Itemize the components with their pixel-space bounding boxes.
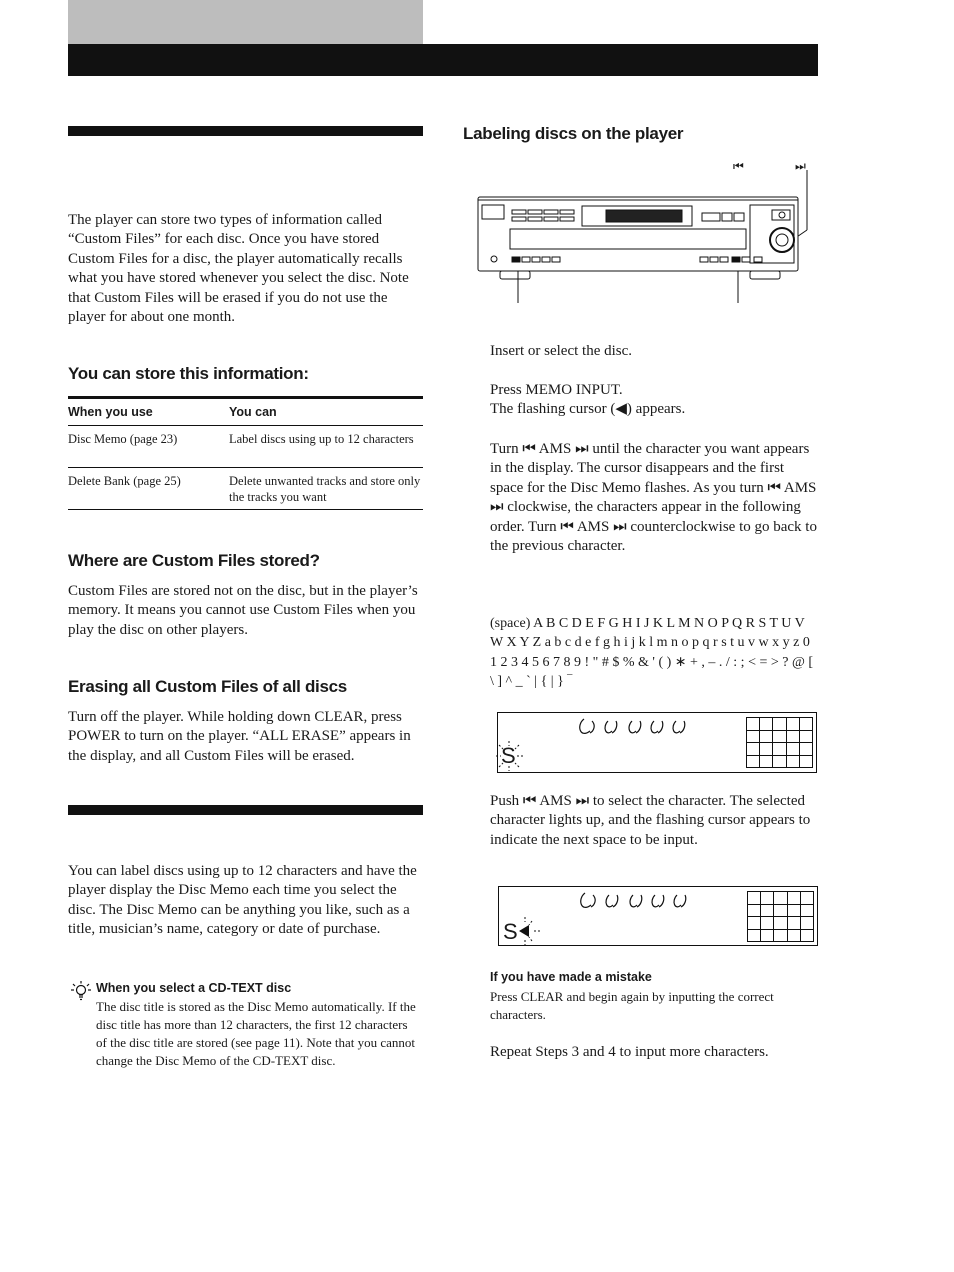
mistake-title: If you have made a mistake <box>490 970 652 984</box>
disc-indicator-icons <box>578 717 688 739</box>
table-row <box>68 426 423 467</box>
erasing-heading: Erasing all Custom Files of all discs <box>68 677 347 696</box>
step-3-text: Turn ⏮ AMS ⏭ until the character you want appears in the display. The cursor disappears and the first space for the Disc Memo flashes. As you turn ⏮ AMS ⏭ clockwise, the characters appear in the following order. Turn ⏮ AMS ⏭ counterclockwise to go back to the previous character. <box>490 441 817 555</box>
section-rule-disc-memo <box>68 805 423 815</box>
table-header-cell: When you use <box>68 405 153 419</box>
table-header-row <box>68 399 423 425</box>
step-1-text: Insert or select the disc. <box>490 343 633 359</box>
tip-text: The disc title is stored as the Disc Memo automatically. If the disc title has more than 12 characters, the first 12 characters of the disc title are stored (see page 11). Note that you cannot change the Disc Memo of the CD-TEXT disc. <box>96 999 416 1068</box>
erasing-paragraph: Turn off the player. While holding down CLEAR, press POWER to turn on the player. “ALL ERASE” appears in the display, and all Custom Files will be erased. <box>68 709 411 764</box>
display-panel-1 <box>497 712 817 773</box>
labeling-heading: Labeling discs on the player <box>463 124 684 143</box>
table-row <box>68 468 423 509</box>
tip-title: When you select a CD-TEXT disc <box>96 981 292 995</box>
intro-paragraph: The player can store two types of information called “Custom Files” for each disc. Once you have stored Custom Files for a disc, the player automatically recalls what you have stored whenever you select the disc. Note that Custom Files will be erased if you do not use the player for about one month. <box>68 212 409 326</box>
segment-grid <box>746 717 813 768</box>
disc-memo-paragraph: You can label discs using up to 12 characters and have the player display the Disc Memo each time you select the disc. The Disc Memo can be anything you like, such as a title, musician’s name, category or date of purchase. <box>68 863 417 938</box>
character-order: (space) A B C D E F G H I J K L M N O P Q R S T U V W X Y Z a b c d e f g h i j k l m n o p q r s t u v w x y z 0 1 2 3 4 5 6 7 8 9 ! " # $ % & ' ( ) ∗ + , – . / : ; < = > ? @ [ \ ] ^ _ ` | { | } ‾ <box>490 616 814 690</box>
mistake-text: Press CLEAR and begin again by inputting the correct characters. <box>490 989 774 1022</box>
table-bottom-rule <box>68 509 423 510</box>
ams-prev-label: ⏮ <box>733 159 742 173</box>
table-cell: Delete Bank (page 25) <box>68 474 181 488</box>
segment-grid <box>747 891 814 942</box>
step-4-text: Push ⏮ AMS ⏭ to select the character. The selected character lights up, and the flashing cursor appears to indicate the next space to be input. <box>490 793 811 848</box>
step-5-text: Repeat Steps 3 and 4 to input more characters. <box>490 1044 769 1060</box>
header-tab <box>68 0 423 44</box>
where-stored-heading: Where are Custom Files stored? <box>68 551 320 570</box>
step-2-cursor-text: The flashing cursor (◀) appears. <box>490 401 686 417</box>
ams-next-label: ⏭ <box>795 159 804 173</box>
cursor-arrow-icon <box>515 917 543 945</box>
display-character: S <box>501 743 516 768</box>
display-panel-2 <box>498 886 818 946</box>
disc-indicator-icons <box>579 891 689 913</box>
step-2-text: Press MEMO INPUT. <box>490 382 623 398</box>
cd-player-illustration <box>470 165 810 305</box>
table-cell: Delete unwanted tracks and store only the tracks you want <box>229 474 421 504</box>
store-info-heading: You can store this information: <box>68 364 309 383</box>
tip-bulb-icon <box>70 980 92 1009</box>
where-stored-paragraph: Custom Files are stored not on the disc, but in the player’s memory. It means you cannot use Custom Files when you play the disc on other players. <box>68 583 418 638</box>
section-rule-custom-files <box>68 126 423 136</box>
table-header-cell: You can <box>229 405 277 419</box>
display-character: S <box>503 919 518 944</box>
store-info-table <box>68 396 423 510</box>
header-bar <box>68 44 818 76</box>
table-cell: Disc Memo (page 23) <box>68 432 178 446</box>
table-cell: Label discs using up to 12 characters <box>229 432 414 446</box>
